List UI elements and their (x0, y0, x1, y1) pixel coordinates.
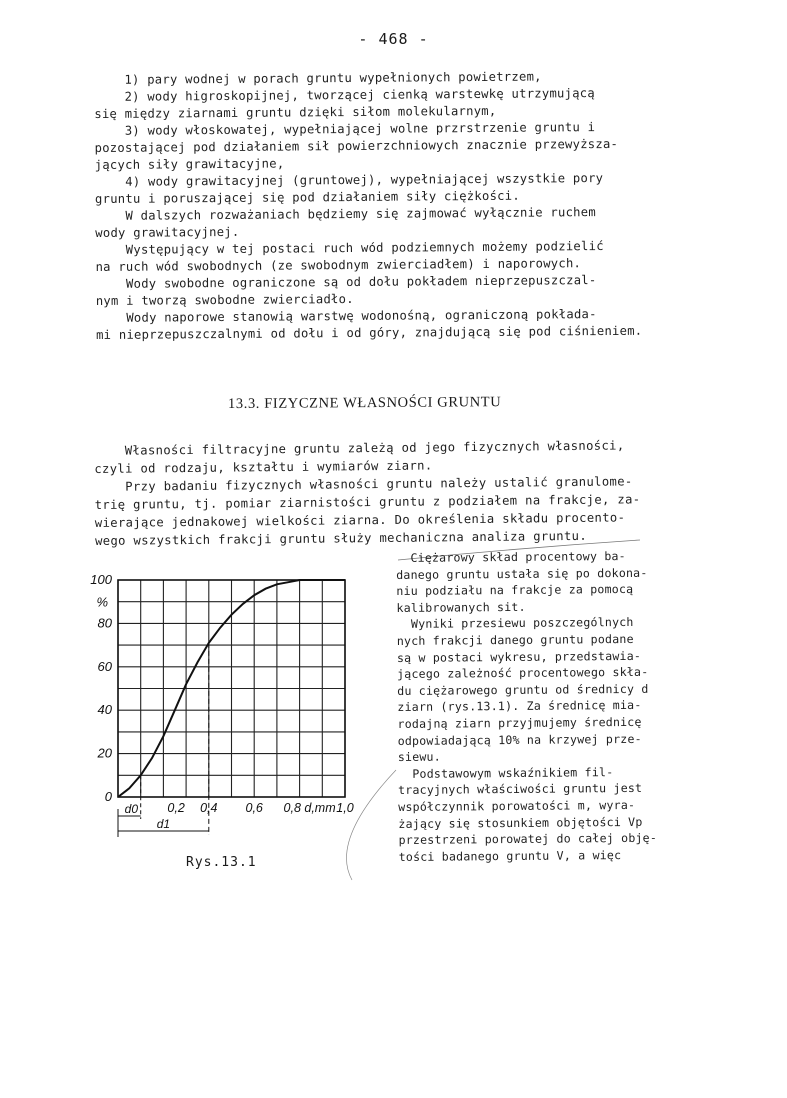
text-line: gruntu i poruszającej się pod działaniem siły ciężkości. (94, 188, 520, 206)
text-line: Przy badaniu fizycznych własności gruntu należy ustalić granulome- (94, 474, 633, 494)
text-line: mi nieprzepuszczalnymi od dołu i od góry, znajdującą się pod ciśnieniem. (96, 323, 643, 342)
x-tick-label: 0,6 (245, 801, 263, 815)
text-line: 1) pary wodnej w porach gruntu wypełnionych powietrzem, (94, 69, 542, 87)
text-line: kalibrowanych sit. (396, 599, 526, 615)
x-tick-label: 0,8 d,mm (283, 801, 336, 815)
x-tick-label: 0,2 (167, 801, 185, 815)
text-line: 2) wody higroskopijnej, tworzącej cienką warstewkę utrzymującą (94, 86, 596, 104)
section-heading: 13.3. FIZYCZNE WŁASNOŚCI GRUNTU (227, 394, 502, 413)
text-line: Wody naporowe stanowią warstwę wodonośną, ograniczoną pokłada- (95, 307, 597, 325)
text-line: Wyniki przesiewu poszczególnych (396, 615, 634, 632)
y-tick-label: 100 (90, 572, 112, 587)
text-line: W dalszych rozważaniach będziemy się zajmować wyłącznie ruchem (95, 205, 596, 223)
text-line: danego gruntu ustała się po dokona- (396, 565, 648, 582)
text-line: siewu. (397, 749, 441, 765)
y-tick-label: 20 (97, 745, 112, 761)
section-paragraphs (94, 436, 655, 550)
text-line: niu podziału na frakcje za pomocą (396, 582, 634, 599)
text-line: Wody swobodne ograniczone są od dołu pokładem nieprzepuszczal- (95, 273, 597, 291)
plot-frame (118, 580, 345, 797)
text-line: jących siły grawitacyjne, (94, 156, 285, 172)
text-line: jącego zależność procentowego skła- (397, 664, 649, 682)
text-line: rodajną ziarn przyjmujemy średnicę (397, 714, 642, 731)
y-tick-label: 80 (97, 615, 112, 631)
text-line: odpowiadającą 10% na krzywej prze- (397, 731, 642, 748)
intro-paragraphs (94, 68, 656, 344)
decorative-fold-line (347, 770, 397, 880)
y-tick-label: 40 (97, 702, 112, 718)
y-tick-label: 0 (104, 789, 112, 804)
text-line: wego wszystkich frakcji gruntu służy mechaniczna analiza gruntu. (94, 528, 588, 548)
y-tick-label: 60 (97, 658, 112, 674)
text-line: żający się stosunkiem objętości Vp (398, 814, 643, 831)
side-paragraphs (396, 548, 659, 866)
text-line: ziarn (rys.13.1). Za średnicę mia- (397, 698, 642, 715)
text-line: Ciężarowy skład procentowy ba- (396, 548, 626, 565)
text-line: wierające jednakowej wielkości ziarna. Do określenia składu procento- (94, 510, 626, 530)
x-tick-label: 0,4 (200, 801, 218, 815)
text-line: czyli od rodzaju, kształtu i wymiarów ziarn. (94, 458, 433, 476)
y-axis-label: % (96, 594, 108, 610)
text-line: wody grawitacyjnej. (95, 224, 240, 240)
x-tick-label: 1,0 (336, 801, 354, 815)
text-line: tości badanego gruntu V, a więc (398, 847, 622, 864)
text-line: na ruch wód swobodnych (ze swobodnym zwierciadłem) i naporowych. (95, 256, 582, 274)
text-line: Występujący w tej postaci ruch wód podziemnych możemy podzielić (95, 239, 604, 257)
d1-label: d1 (156, 817, 171, 831)
figure-caption: Rys.13.1 (186, 855, 257, 870)
text-line: współczynnik porowatości m, wyra- (398, 797, 636, 814)
text-line: Podstawowym wskaźnikiem fil- (397, 764, 614, 781)
text-line: tracyjnych właściwości gruntu jest (398, 781, 643, 798)
page-number: - 468 - (358, 30, 429, 48)
text-line: 3) wody włoskowatej, wypełniającej wolne przrstrzenie gruntu i (94, 120, 596, 138)
text-line: nych frakcji danego gruntu podane (396, 631, 634, 648)
d0-label: d0 (124, 802, 139, 816)
text-line: się między ziarnami gruntu dzięki siłom molekularnym, (94, 103, 497, 121)
text-line: trię gruntu, tj. pomiar ziarnistości gruntu z podziałem na frakcje, za- (94, 492, 641, 512)
text-line: 4) wody grawitacyjnej (gruntowej), wypełniającej wszystkie pory (94, 171, 604, 189)
text-line: są w postaci wykresu, przedstawia- (396, 648, 642, 665)
text-line: przestrzeni porowatej do całej obję- (398, 830, 658, 848)
text-line: nym i tworzą swobodne zwierciadło. (95, 291, 354, 308)
text-line: pozostającej pod działaniem sił powierzchniowych znacznie przewyższa- (94, 136, 619, 155)
text-line: Własności filtracyjne gruntu zależą od jego fizycznych własności, (94, 438, 625, 458)
sieve-curve-line (118, 580, 345, 797)
text-line: du ciężarowego gruntu od średnicy d (397, 681, 649, 698)
